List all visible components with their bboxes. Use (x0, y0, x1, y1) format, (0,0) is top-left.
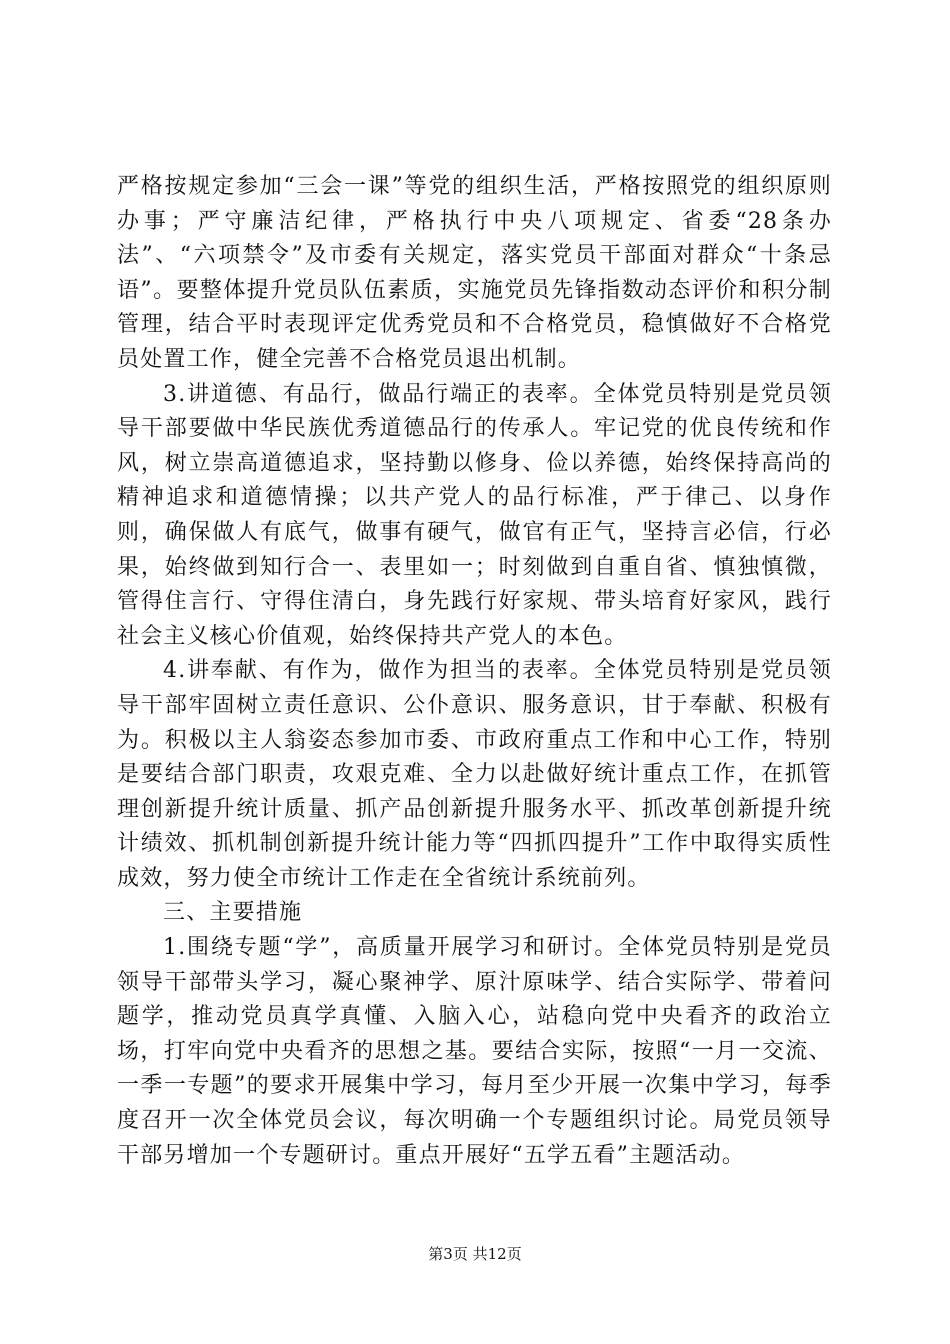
paragraph-morality: 3.讲道德、有品行，做品行端正的表率。全体党员特别是党员领导干部要做中华民族优秀道德品行的传承人。牢记党的优良传统和作风，树立崇高道德追求，坚持勤以修身、俭以养德，始终保持高尚的精神追求和道德情操；以共产党人的品行标准，严于律己、以身作则，确保做人有底气，做事有硬气，做官有正气，坚持言必信，行必果，始终做到知行合一、表里如一；时刻做到自重自省、慎独慎微，管得住言行、守得住清白，身先践行好家规、带头培育好家风，践行社会主义核心价值观，始终保持共产党人的本色。 (117, 381, 832, 649)
body-text (117, 170, 832, 1173)
paragraph-party-discipline: 严格按规定参加“三会一课”等党的组织生活，严格按照党的组织原则办事；严守廉洁纪律，严格执行中央八项规定、省委“28条办法”、“六项禁令”及市委有关规定，落实党员干部面对群众“十条忌语”。要整体提升党员队伍素质，实施党员先锋指数动态评价和积分制管理，结合平时表现评定优秀党员和不合格党员，稳慎做好不合格党员处置工作，健全完善不合格党员退出机制。 (117, 174, 832, 372)
section-heading-main-measures: 三、主要措施 (163, 900, 303, 926)
paragraph-study-topics: 1.围绕专题“学”，高质量开展学习和研讨。全体党员特别是党员领导干部带头学习，凝心聚神学、原汁原味学、结合实际学、带着问题学，推动党员真学真懂、入脑入心，站稳向党中央看齐的政治立场，打牢向党中央看齐的思想之基。要结合实际，按照“一月一交流、一季一专题”的要求开展集中学习，每月至少开展一次集中学习，每季度召开一次全体党员会议，每次明确一个专题组织讨论。局党员领导干部另增加一个专题研讨。重点开展好“五学五看”主题活动。 (117, 935, 832, 1168)
paragraph-dedication: 4.讲奉献、有作为，做作为担当的表率。全体党员特别是党员领导干部牢固树立责任意识、公仆意识、服务意识，甘于奉献、积极有为。积极以主人翁姿态参加市委、市政府重点工作和中心工作，特别是要结合部门职责，攻艰克难、全力以赴做好统计重点工作，在抓管理创新提升统计质量、抓产品创新提升服务水平、抓改革创新提升统计绩效、抓机制创新提升统计能力等“四抓四提升”工作中取得实质性成效，努力使全市统计工作走在全省统计系统前列。 (117, 658, 832, 891)
page-number-footer: 第3页 共12页 (428, 1245, 522, 1263)
